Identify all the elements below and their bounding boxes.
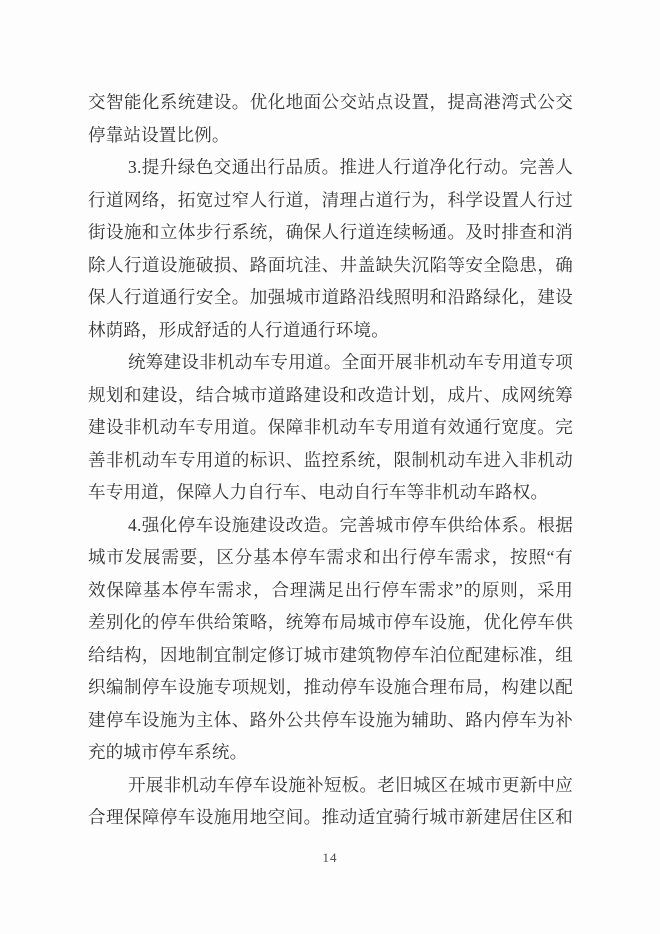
- text-line: 街设施和立体步行系统，确保人行道连续畅通。及时排查和消: [88, 222, 573, 242]
- text-line: 充的城市停车系统。: [88, 742, 248, 762]
- text-line: 建停车设施为主体、路外公共停车设施为辅助、路内停车为补: [88, 709, 573, 730]
- document-body: [88, 86, 573, 834]
- text-line: 除人行道设施破损、路面坑洼、井盖缺失沉陷等安全隐患，确: [88, 254, 573, 275]
- page-number: 14: [322, 850, 338, 865]
- text-line: 织编制停车设施专项规划，推动停车设施合理布局，构建以配: [88, 677, 573, 697]
- text-line: 车专用道，保障人力自行车、电动自行车等非机动车路权。: [88, 482, 549, 502]
- text-line: 差别化的停车供给策略，统筹布局城市停车设施，优化停车供: [88, 612, 573, 632]
- text-line: 3.提升绿色交通出行品质。推进人行道净化行动。完善人: [128, 157, 573, 177]
- text-line: 保人行道通行安全。加强城市道路沿线照明和沿路绿化，建设: [88, 287, 573, 307]
- text-line: 合理保障停车设施用地空间。推动适宜骑行城市新建居住区和: [88, 807, 573, 827]
- text-line: 行道网络，拓宽过窄人行道，清理占道行为，科学设置人行过: [88, 189, 573, 210]
- text-line: 建设非机动车专用道。保障非机动车专用道有效通行宽度。完: [88, 417, 573, 437]
- text-line: 4.强化停车设施建设改造。完善城市停车供给体系。根据: [128, 514, 573, 535]
- text-line: 善非机动车专用道的标识、监控系统，限制机动车进入非机动: [88, 449, 573, 470]
- text-line: 林荫路，形成舒适的人行道通行环境。: [88, 319, 389, 340]
- text-line: 效保障基本停车需求，合理满足出行停车需求”的原则，采用: [88, 579, 573, 600]
- text-line: 停靠站设置比例。: [88, 124, 230, 145]
- text-line: 开展非机动车停车设施补短板。老旧城区在城市更新中应: [128, 774, 573, 795]
- text-line: 城市发展需要，区分基本停车需求和出行停车需求，按照“有: [88, 547, 573, 567]
- text-line: 统筹建设非机动车专用道。全面开展非机动车专用道专项: [128, 352, 573, 372]
- text-line: 规划和建设，结合城市道路建设和改造计划，成片、成网统筹: [88, 384, 573, 405]
- text-line: 给结构，因地制宜制定修订城市建筑物停车泊位配建标准，组: [88, 644, 573, 665]
- text-line: 交智能化系统建设。优化地面公交站点设置，提高港湾式公交: [88, 92, 573, 112]
